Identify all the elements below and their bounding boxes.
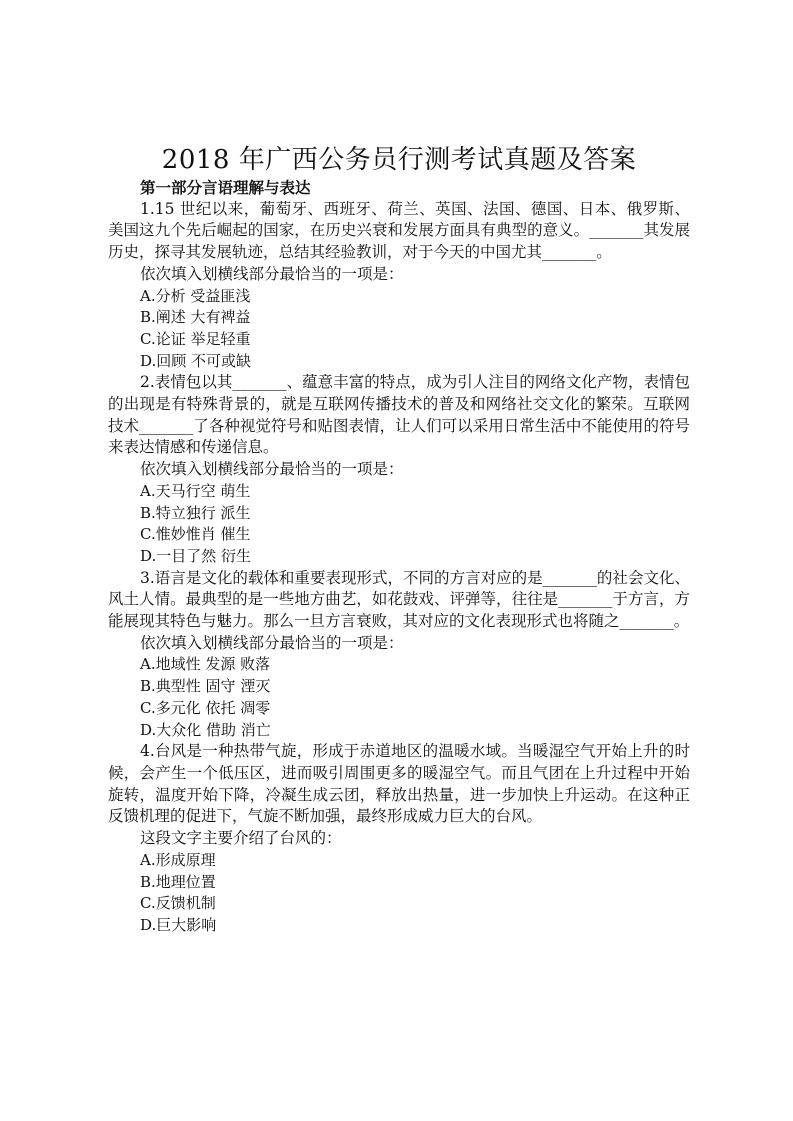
question-stem: 1.15 世纪以来，葡萄牙、西班牙、荷兰、英国、法国、德国、日本、俄罗斯、美国这九个先后崛起的国家，在历史兴衰和发展方面具有典型的意义。_______其发展历史，探寻其发展轨迹，总结其经验教训，对于今天的中国尤其_______。 [108,199,690,262]
option-d: D.回顾 不可或缺 [140,351,252,370]
question-1 [108,199,690,373]
section-heading: 第一部分言语理解与表达 [140,178,311,197]
question-prompt: 依次填入划横线部分最恰当的一项是： [140,633,404,652]
option-b: B.特立独行 派生 [140,503,251,522]
option-list [108,481,690,568]
question-2 [108,372,690,567]
option-c: C.惟妙惟肖 催生 [140,525,251,544]
question-4 [108,741,690,936]
option-d: D.一目了然 衍生 [140,546,252,565]
question-prompt: 依次填入划横线部分最恰当的一项是： [140,460,404,479]
question-prompt: 依次填入划横线部分最恰当的一项是： [140,264,404,283]
option-b: B.阐述 大有裨益 [140,308,251,327]
option-b: B.典型性 固守 湮灭 [140,677,271,696]
option-list [108,654,690,741]
option-a: A.形成原理 [140,850,216,869]
option-a: A.分析 受益匪浅 [140,286,251,305]
document-page [108,143,690,937]
option-list [108,850,690,937]
question-stem: 2.表情包以其_______、蕴意丰富的特点，成为引人注目的网络文化产物，表情包的出现是有特殊背景的，就是互联网传播技术的普及和网络社交文化的繁荣。互联网技术_______了各种视觉符号和贴图表情，让人们可以采用日常生活中不能使用的符号来表达情感和传递信息。 [108,373,690,457]
question-3 [108,568,690,742]
option-c: C.多元化 依托 凋零 [140,698,271,717]
question-prompt: 这段文字主要介绍了台风的： [140,829,342,848]
option-a: A.天马行空 萌生 [140,481,251,500]
option-c: C.反馈机制 [140,894,216,913]
question-stem: 3.语言是文化的载体和重要表现形式，不同的方言对应的是_______的社会文化、风土人情。最典型的是一些地方曲艺，如花鼓戏、评弹等，往往是_______于方言，方能展现其特色与魅力。那么一旦方言衰败，其对应的文化表现形式也将随之_______。 [108,568,690,631]
option-a: A.地域性 发源 败落 [140,655,271,674]
option-b: B.地理位置 [140,872,216,891]
option-d: D.大众化 借助 消亡 [140,720,271,739]
option-list [108,286,690,373]
document-title: 2018 年广西公务员行测考试真题及答案 [161,145,637,175]
question-stem: 4.台风是一种热带气旋，形成于赤道地区的温暖水域。当暖湿空气开始上升的时候，会产生一个低压区，进而吸引周围更多的暖湿空气。而且气团在上升过程中开始旋转，温度开始下降，冷凝生成云团，释放出热量，进一步加快上升运动。在这种正反馈机理的促进下，气旋不断加强，最终形成威力巨大的台风。 [108,742,690,826]
option-d: D.巨大影响 [140,915,217,934]
option-c: C.论证 举足轻重 [140,329,251,348]
